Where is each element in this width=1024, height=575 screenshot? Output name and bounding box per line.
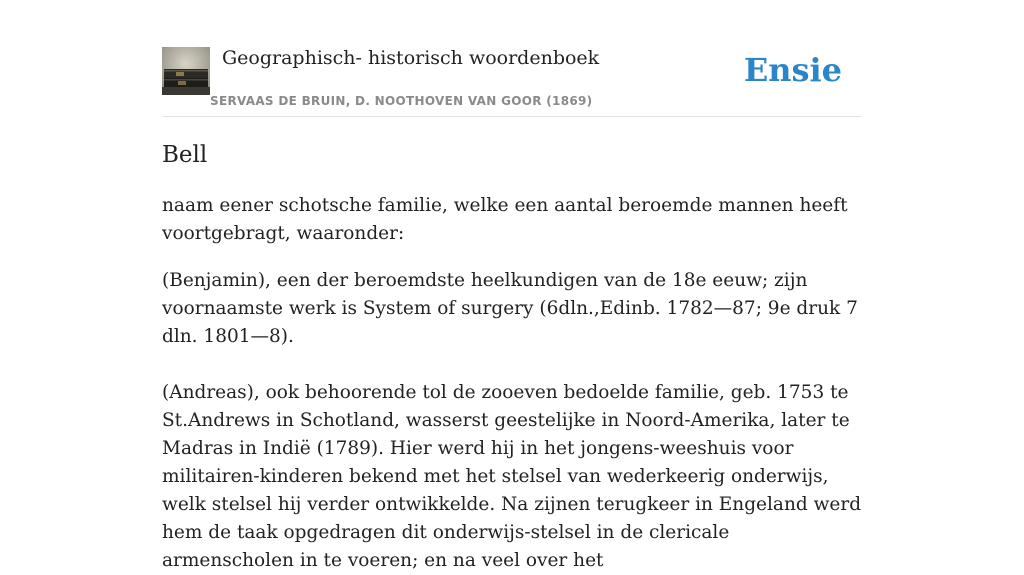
book-title[interactable]: Geographisch- historisch woordenboek [222,47,600,69]
entry-title: Bell [162,142,208,168]
entry-paragraph: (Benjamin), een der beroemdste heelkundigen van de 18e eeuw; zijn voornaamste werk is System of surgery (6dln.,Edinb. 1782—87; 9e druk 7 dln. 1801—8). [162,270,858,347]
book-header [162,46,862,117]
book-author: SERVAAS DE BRUIN, D. NOOTHOVEN VAN GOOR (1869) [210,94,593,108]
ensie-logo[interactable]: Ensie [743,51,842,89]
entry-body [162,192,862,575]
entry-paragraph: (Andreas), ook behoorende tol de zooeven bedoelde familie, geb. 1753 te St.Andrews in Schotland, wasserst geestelijke in Noord-Amerika, later te Madras in Indië (1789). Hier werd hij in het jongens-weeshuis voor militairen-kinderen bekend met het stelsel van wederkeerig onderwijs, welk stelsel hij verder ontwikkelde. Na zijnen terugkeer in Engeland werd hem de taak opgedragen dit onderwijs-stelsel in de clericale armenscholen in te voeren; en na veel over het [162,382,862,571]
entry-paragraph: naam eener schotsche familie, welke een aantal beroemde mannen heeft voortgebragt, waaronder: [162,195,848,244]
book-avatar-icon[interactable] [162,47,210,95]
